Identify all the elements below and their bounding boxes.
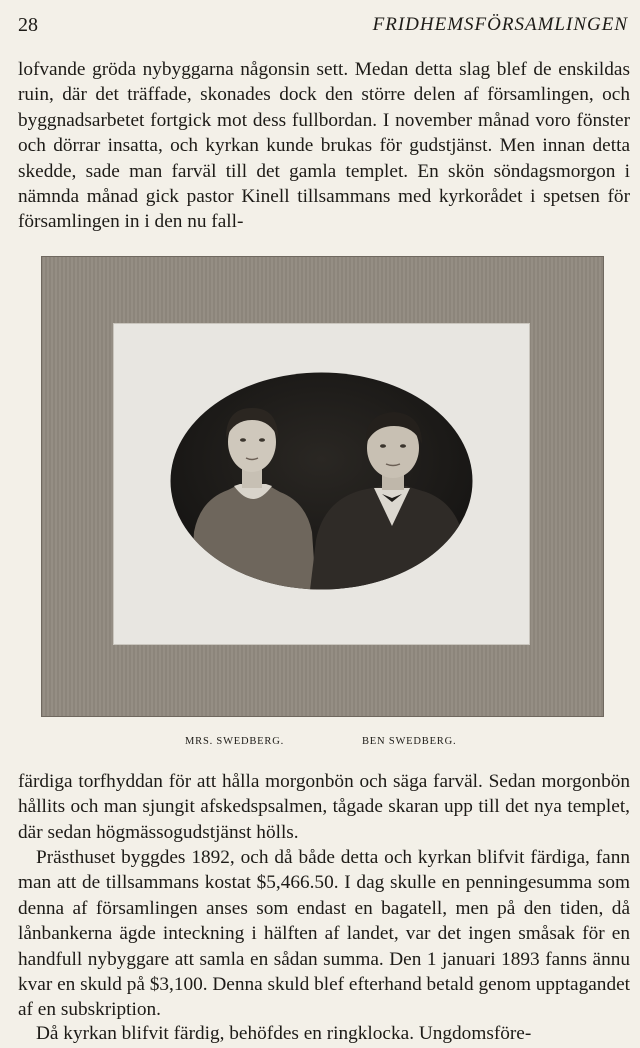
caption-ben-swedberg: BEN SWEDBERG. [362,736,457,747]
paragraph-1: lofvande gröda nybyggarna någonsin sett. Medan detta slag blef de enskildas ruin, där det träffade, skonades dock den större delen af församlingen, och byggnadsarbetet fortgick mot dess fullbordan. I november månad voro fönster och dörrar insatta, och kyrkan kunde brukas för gudstjänst. Men innan detta skedde, sade man farväl till det gamla templet. En skön söndagsmorgon i nämnda månad gick pastor Kinell tillsammans med kyrkorådet i spetsen för församlingen in i den nu fall- [18,59,630,233]
photo-mount [114,324,529,644]
running-title: FRIDHEMSFÖRSAMLINGEN [372,14,628,35]
paragraph-2: färdiga torfhyddan för att hålla morgonbön och säga farväl. Sedan morgonbön hållits och man sjungit afskedspsalmen, tågade skaran upp till det nya templet, där sedan högmässogudstjänst hölls. [18,771,630,843]
paragraph-4: Då kyrkan blifvit färdig, behöfdes en ringklocka. Ungdomsföre- [36,1023,532,1044]
caption-mrs-swedberg: MRS. SWEDBERG. [185,736,285,747]
paragraph-3: Prästhuset byggdes 1892, och då både detta och kyrkan blifvit färdiga, fann man att de tillsammans kostat $5,466.50. I dag skulle en penningesumma som denna af församlingen anses som endast en bagatell, men på den tiden, då lånbankerna ägde inteckning i hälften af landet, var det ingen småsak för en handfull nybyggare att samla en sådan summa. Den 1 januari 1893 fanns ännu kvar en skuld på $3,100. Denna skuld blef efterhand betald genom upptagandet af en subskription. [18,847,631,1021]
page-header [18,10,628,42]
page-number: 28 [18,14,38,36]
photo-plate [41,256,604,717]
couple-portrait-photo [170,372,473,590]
figure-captions [0,736,640,752]
